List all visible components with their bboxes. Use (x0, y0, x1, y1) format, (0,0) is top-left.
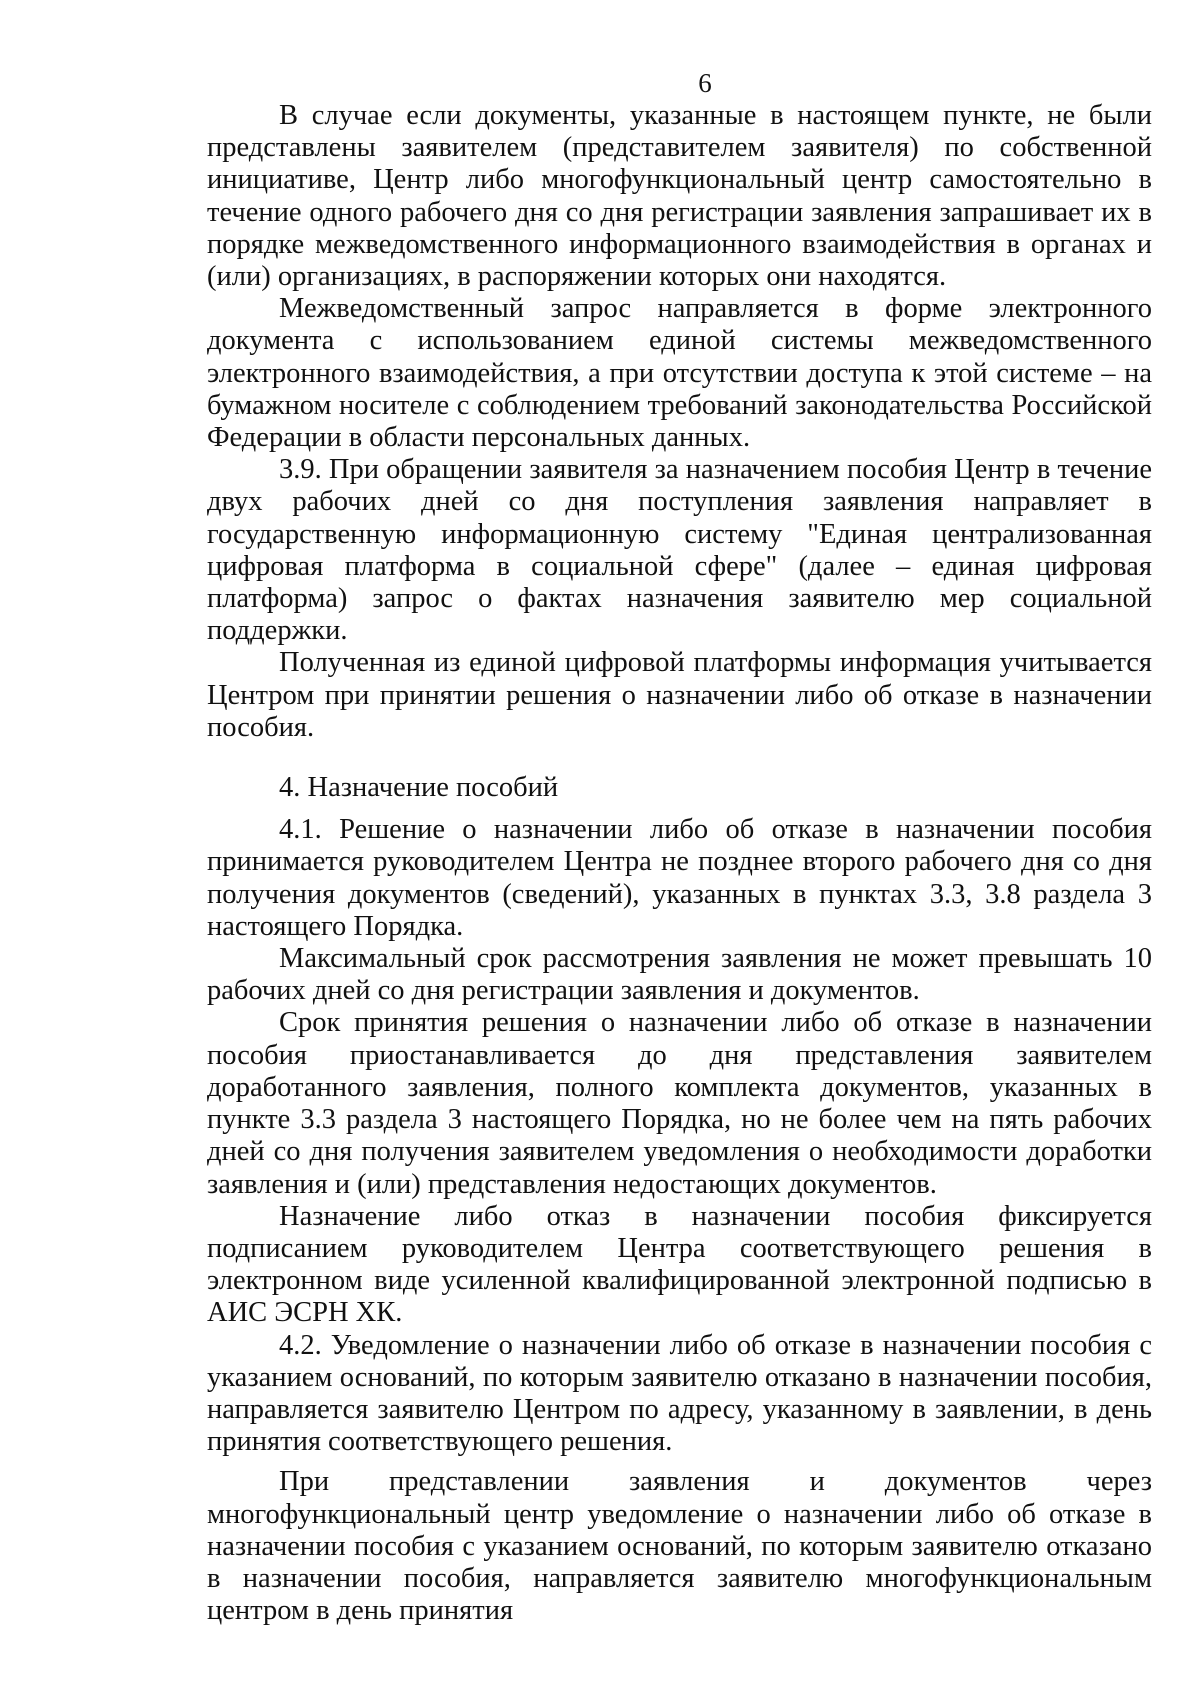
paragraph: Максимальный срок рассмотрения заявления не может превышать 10 рабочих дней со дня регистрации заявления и документов. (207, 943, 1152, 1007)
paragraph: В случае если документы, указанные в настоящем пункте, не были представлены заявителем (представителем заявителя) по собственной инициативе, Центр либо многофункциональный центр самостоятельно в течение одного рабочего дня со дня регистрации заявления запрашивает их в порядке межведомственного информационного взаимодействия в органах и (или) организациях, в распоряжении которых они находятся. (207, 100, 1152, 293)
document-body (207, 100, 1152, 1627)
paragraph: 3.9. При обращении заявителя за назначением пособия Центр в течение двух рабочих дней со дня поступления заявления направляет в государственную информационную систему "Единая централизованная цифровая платформа в социальной сфере" (далее – единая цифровая платформа) запрос о фактах назначения заявителю мер социальной поддержки. (207, 454, 1152, 647)
paragraph: Межведомственный запрос направляется в форме электронного документа с использованием единой системы межведомственного электронного взаимодействия, а при отсутствии доступа к этой системе – на бумажном носителе с соблюдением требований законодательства Российской Федерации в области персональных данных. (207, 293, 1152, 454)
page-number: 6 (698, 68, 712, 98)
paragraph: 4.2. Уведомление о назначении либо об отказе в назначении пособия с указанием оснований, по которым заявителю отказано в назначении пособия, направляется заявителю Центром по адресу, указанному в заявлении, в день принятия соответствующего решения. (207, 1329, 1152, 1458)
paragraph: При представлении заявления и документов через многофункциональный центр уведомление о назначении либо об отказе в назначении пособия с указанием оснований, по которым заявителю отказано в назначении пособия, направляется заявителю многофункциональным центром в день принятия (207, 1466, 1152, 1627)
paragraph-spacer (207, 1458, 1152, 1466)
paragraph: Срок принятия решения о назначении либо об отказе в назначении пособия приостанавливается до дня представления заявителем доработанного заявления, полного комплекта документов, указанных в пункте 3.3 раздела 3 настоящего Порядка, но не более чем на пять рабочих дней со дня получения заявителем уведомления о необходимости доработки заявления и (или) представления недостающих документов. (207, 1007, 1152, 1200)
paragraph: Полученная из единой цифровой платформы информация учитывается Центром при принятии решения о назначении либо об отказе в назначении пособия. (207, 647, 1152, 743)
paragraph: 4.1. Решение о назначении либо об отказе в назначении пособия принимается руководителем Центра не позднее второго рабочего дня со дня получения документов (сведений), указанных в пунктах 3.3, 3.8 раздела 3 настоящего Порядка. (207, 814, 1152, 942)
section-heading: 4. Назначение пособий (279, 772, 559, 804)
paragraph: Назначение либо отказ в назначении пособия фиксируется подписанием руководителем Центра соответствующего решения в электронном виде усиленной квалифицированной электронной подписью в АИС ЭСРН ХК. (207, 1200, 1152, 1329)
